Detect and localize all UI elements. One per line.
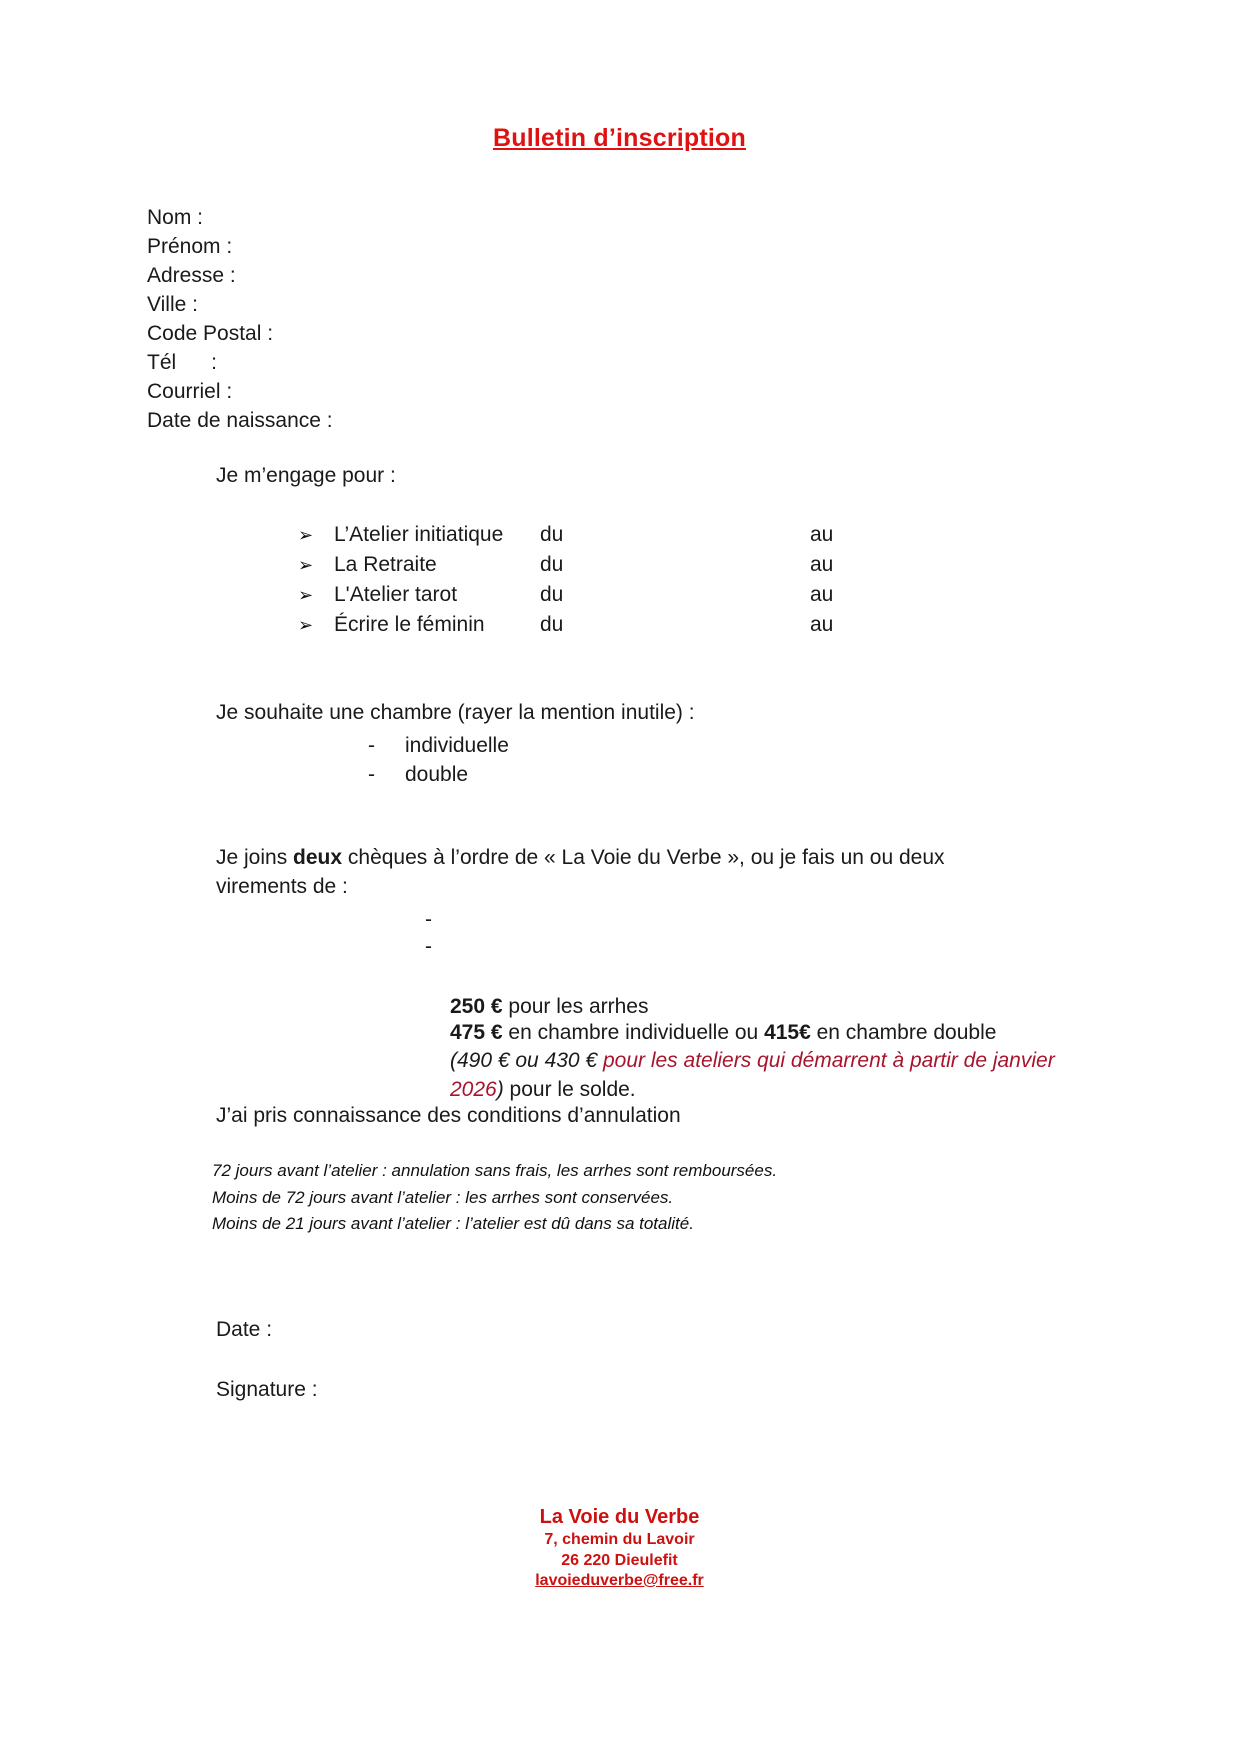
identity-fields xyxy=(147,203,333,435)
au-label: au xyxy=(810,523,834,546)
footer xyxy=(0,1505,1239,1592)
field-adresse: Adresse : xyxy=(147,264,236,287)
dash-bullet: - xyxy=(368,734,375,757)
workshop-row-ecrire-le-feminin xyxy=(298,613,998,643)
condition-line: Moins de 72 jours avant l’atelier : les arrhes sont conservées. xyxy=(212,1187,674,1207)
dash-bullet: - xyxy=(368,763,375,786)
alt-price-paren: (490 € ou 430 € xyxy=(450,1049,603,1072)
field-code-postal: Code Postal : xyxy=(147,322,274,345)
payment-intro-text: chèques à l’ordre de « La Voie du Verbe », ou je fais un ou deux xyxy=(342,846,945,869)
workshop-label: L'Atelier tarot xyxy=(334,583,458,606)
field-prenom: Prénom : xyxy=(147,235,233,258)
workshop-row-atelier-initiatique xyxy=(298,523,998,553)
condition-line: Moins de 21 jours avant l’atelier : l’atelier est dû dans sa totalité. xyxy=(212,1214,694,1233)
field-nom: Nom : xyxy=(147,206,204,229)
solde-text: en chambre individuelle ou xyxy=(502,1020,765,1044)
alt-price-paren-close: ) xyxy=(496,1077,504,1101)
page-title: Bulletin d’inscription xyxy=(492,124,746,152)
amount-arrhes-text: pour les arrhes xyxy=(502,995,649,1018)
condition-line: 72 jours avant l’atelier : annulation sans frais, les arrhes sont remboursées. xyxy=(212,1161,778,1180)
dash-bullet: - xyxy=(425,935,432,958)
workshop-list xyxy=(298,523,998,643)
arrow-bullet-icon: ➢ xyxy=(298,615,314,635)
room-option-double xyxy=(368,760,509,789)
amount-individuelle: 475 € xyxy=(450,1020,503,1044)
room-heading: Je souhaite une chambre (rayer la mention inutile) : xyxy=(216,701,695,724)
email-link[interactable]: lavoieduverbe@free.fr xyxy=(535,1572,704,1589)
du-label: du xyxy=(540,613,564,636)
au-label: au xyxy=(810,583,834,606)
room-option-label: individuelle xyxy=(405,734,509,757)
workshop-label: L’Atelier initiatique xyxy=(334,523,504,546)
engage-heading: Je m’engage pour : xyxy=(216,464,396,487)
workshop-row-retraite xyxy=(298,553,998,583)
au-label: au xyxy=(810,613,834,636)
organization-street: 7, chemin du Lavoir xyxy=(544,1531,695,1548)
du-label: du xyxy=(540,583,564,606)
date-label: Date : xyxy=(216,1318,273,1341)
organization-name: La Voie du Verbe xyxy=(539,1506,700,1528)
solde-tail: pour le solde. xyxy=(503,1077,636,1101)
dash-bullet: - xyxy=(425,908,432,931)
conditions-heading: J’ai pris connaissance des conditions d’annulation xyxy=(216,1104,681,1127)
amount-arrhes: 250 € xyxy=(450,995,503,1018)
amount-double: 415€ xyxy=(764,1020,811,1044)
arrow-bullet-icon: ➢ xyxy=(298,585,314,605)
du-label: du xyxy=(540,553,564,576)
alt-price-note: pour les ateliers qui démarrent à partir de janvier xyxy=(602,1049,1055,1072)
alt-price-note-year: 2026 xyxy=(450,1077,497,1101)
arrow-bullet-icon: ➢ xyxy=(298,555,314,575)
du-label: du xyxy=(540,523,564,546)
field-ville: Ville : xyxy=(147,293,198,316)
payment-intro xyxy=(216,843,1046,901)
solde-text: en chambre double xyxy=(810,1020,997,1044)
workshop-label: Écrire le féminin xyxy=(334,613,485,636)
conditions-list xyxy=(212,1158,912,1238)
field-courriel: Courriel : xyxy=(147,380,233,403)
room-option-label: double xyxy=(405,763,469,786)
workshop-row-atelier-tarot xyxy=(298,583,998,613)
payment-intro-text: Je joins xyxy=(216,846,294,869)
payment-intro-line2: virements de : xyxy=(216,875,348,898)
field-date-naissance: Date de naissance : xyxy=(147,409,333,432)
signature-label: Signature : xyxy=(216,1378,318,1401)
field-tel: Tél : xyxy=(147,351,218,374)
payment-intro-bold: deux xyxy=(293,846,343,869)
workshop-label: La Retraite xyxy=(334,553,437,576)
au-label: au xyxy=(810,553,834,576)
room-options xyxy=(368,731,509,789)
arrow-bullet-icon: ➢ xyxy=(298,525,314,545)
organization-city: 26 220 Dieulefit xyxy=(561,1551,678,1569)
organization-email xyxy=(0,1571,1239,1592)
room-option-individuelle xyxy=(368,731,509,760)
